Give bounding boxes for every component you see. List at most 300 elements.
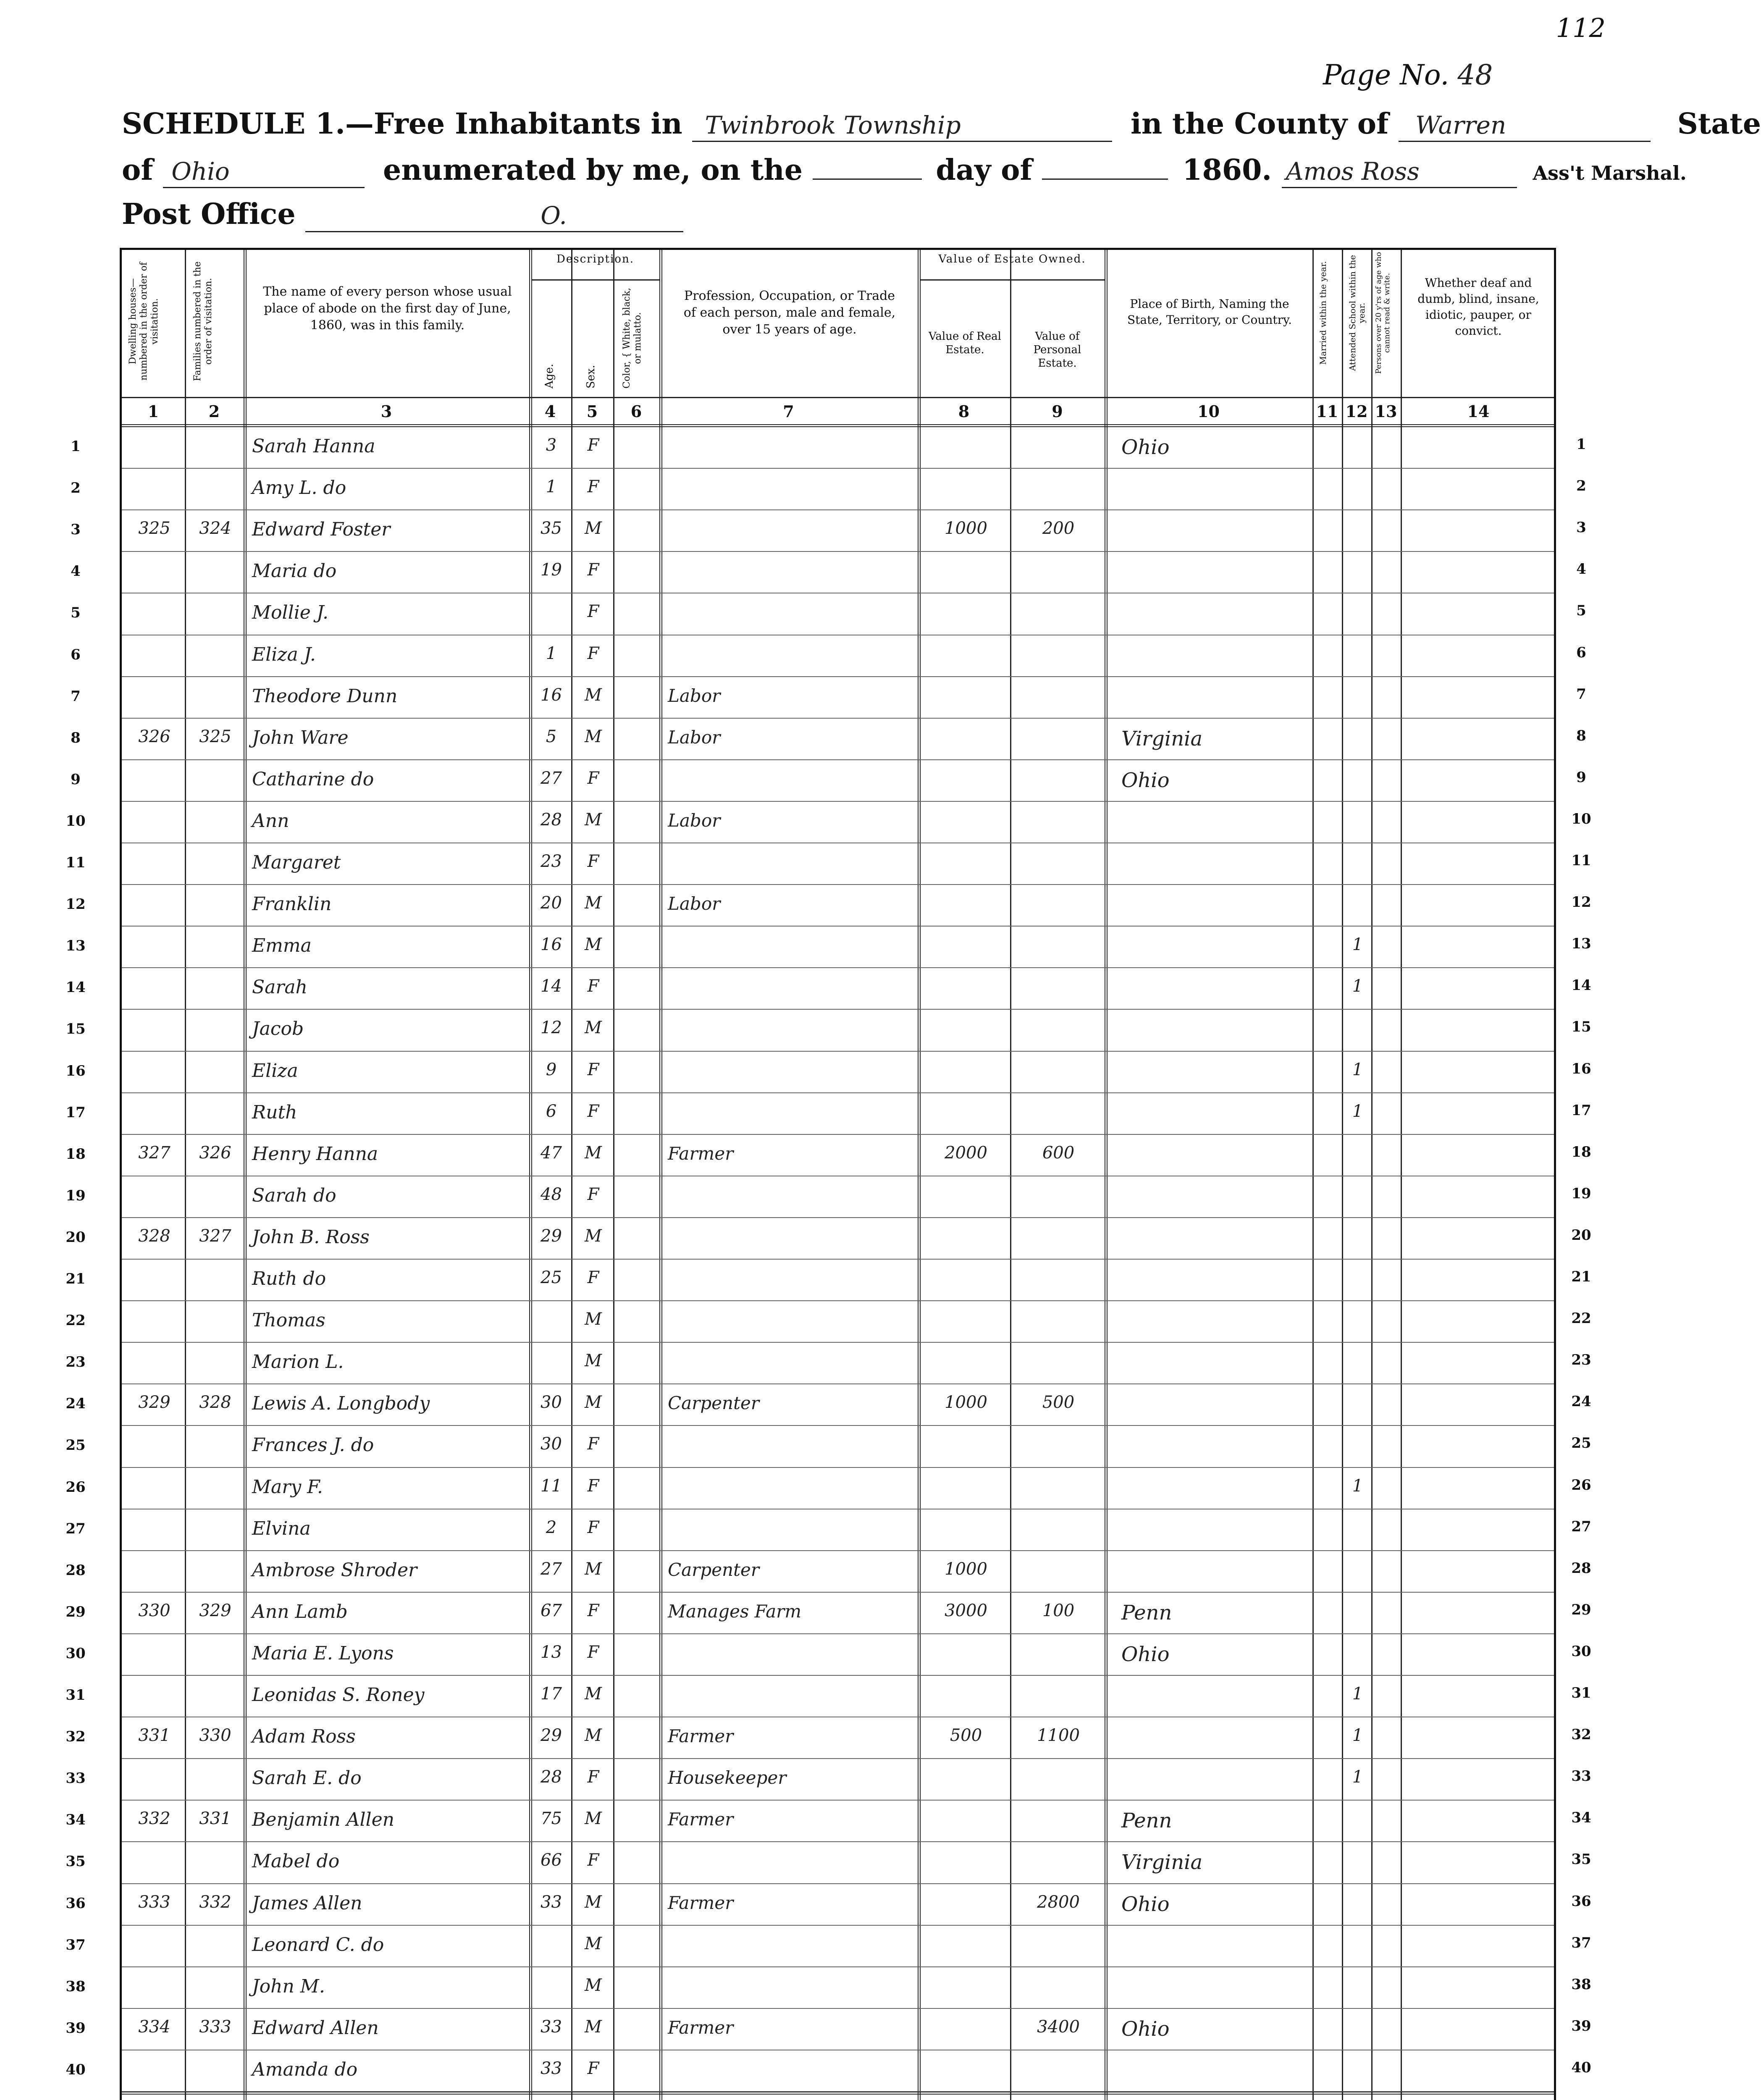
cell-school: 1	[1352, 935, 1363, 955]
cell-age: 29	[541, 1226, 562, 1246]
cell-name: John Ware	[252, 727, 349, 748]
cell-sex: F	[587, 1476, 599, 1496]
cell-occ: Manages Farm	[668, 1601, 802, 1622]
cell-age: 48	[541, 1184, 562, 1204]
row-number-left: 4	[71, 563, 81, 580]
row-number-left: 25	[66, 1437, 86, 1454]
row-number-left: 27	[66, 1520, 86, 1537]
row-line	[122, 801, 1554, 802]
cell-age: 66	[541, 1851, 562, 1870]
row-number-left: 34	[66, 1811, 86, 1829]
row-number-right: 15	[1571, 1018, 1591, 1036]
row-number-right: 35	[1571, 1851, 1591, 1868]
description-header: Description.	[556, 253, 634, 265]
cell-pers: 1100	[1037, 1726, 1080, 1746]
cell-name: Frances J. do	[252, 1434, 374, 1456]
state-label: State	[1677, 107, 1761, 141]
row-line	[122, 1633, 1554, 1634]
cell-age: 19	[541, 560, 562, 580]
col-number: 1	[147, 402, 159, 421]
cell-sex: F	[587, 1517, 599, 1537]
row-number-left: 33	[66, 1770, 86, 1787]
row-line	[122, 926, 1554, 927]
cell-fam: 327	[199, 1226, 231, 1246]
row-line	[122, 1550, 1554, 1551]
cell-name: Margaret	[252, 852, 341, 873]
cell-real: 1000	[945, 1393, 987, 1412]
row-line	[122, 1425, 1554, 1426]
cell-age: 25	[541, 1268, 562, 1287]
cell-name: Elvina	[252, 1517, 311, 1539]
cell-real: 1000	[945, 1559, 987, 1579]
cell-name: Sarah	[252, 976, 307, 998]
row-line	[122, 1134, 1554, 1135]
col-number: 8	[958, 402, 970, 421]
cell-name: Amanda do	[252, 2058, 358, 2080]
col-sep	[1401, 250, 1402, 2100]
month-field	[1042, 178, 1168, 180]
cell-age: 17	[541, 1684, 562, 1704]
row-number-left: 35	[66, 1853, 86, 1870]
estate-header: Value of Estate Owned.	[938, 253, 1086, 265]
row-line	[122, 1800, 1554, 1801]
row-number-right: 14	[1571, 977, 1591, 994]
cell-name: Emma	[252, 935, 312, 957]
cell-occ: Labor	[668, 893, 721, 914]
cell-sex: M	[585, 1310, 602, 1329]
col-sep	[613, 250, 614, 2100]
row-number-right: 16	[1571, 1060, 1591, 1077]
day-field	[813, 178, 922, 180]
cell-dw: 331	[138, 1726, 171, 1746]
cell-name: Eliza J.	[252, 643, 316, 665]
cell-school: 1	[1352, 1476, 1363, 1496]
cell-sex: F	[587, 643, 599, 663]
cell-occ: Farmer	[668, 1809, 734, 1830]
row-number-left: 14	[66, 979, 86, 996]
cell-age: 2	[546, 1517, 557, 1537]
marshal-field: Amos Ross	[1282, 153, 1517, 188]
year-label: 1860.	[1182, 153, 1272, 187]
cell-dw: 330	[138, 1601, 171, 1620]
col-number: 5	[586, 402, 598, 421]
header-line-2	[122, 153, 1687, 188]
row-number-left: 5	[71, 604, 81, 622]
cell-occ: Carpenter	[668, 1559, 759, 1580]
cell-name: Ambrose Shroder	[252, 1559, 417, 1581]
row-number-right: 32	[1571, 1726, 1591, 1743]
cell-age: 28	[541, 1767, 562, 1787]
cell-sex: F	[587, 1851, 599, 1870]
col-number: 14	[1467, 402, 1490, 421]
row-line	[122, 1925, 1554, 1926]
row-number-left: 10	[66, 812, 86, 830]
col5-header: Sex.	[585, 365, 597, 388]
cell-sex: M	[585, 1393, 602, 1412]
row-number-left: 8	[71, 729, 81, 746]
col-sep	[571, 250, 572, 2100]
row-number-right: 19	[1571, 1185, 1591, 1202]
cell-sex: M	[585, 1726, 602, 1746]
col-number: 4	[544, 402, 556, 421]
cell-fam: 329	[199, 1601, 231, 1620]
row-number-left: 26	[66, 1478, 86, 1496]
cell-name: Sarah Hanna	[252, 436, 375, 457]
row-number-right: 9	[1576, 769, 1586, 786]
col-sep	[185, 250, 186, 2100]
row-number-right: 13	[1571, 935, 1591, 953]
row-number-left: 13	[66, 937, 86, 955]
county-label: in the County of	[1131, 107, 1389, 141]
cell-birth: Ohio	[1121, 1892, 1170, 1916]
col10-header: Place of Birth, Naming the State, Territory, or Country.	[1127, 297, 1292, 327]
post-office-label: Post Office	[122, 197, 296, 231]
cell-name: Mollie J.	[252, 602, 328, 624]
cell-real: 1000	[945, 519, 987, 538]
header-line-3	[122, 197, 683, 232]
cell-occ: Farmer	[668, 2017, 734, 2038]
row-line	[122, 1383, 1554, 1384]
cell-dw: 332	[138, 1809, 171, 1829]
row-number-right: 30	[1571, 1643, 1591, 1660]
cell-sex: M	[585, 1559, 602, 1579]
cell-birth: Ohio	[1121, 1642, 1170, 1666]
row-line	[122, 468, 1554, 469]
cell-sex: M	[585, 519, 602, 538]
cell-dw: 333	[138, 1892, 171, 1912]
col1-header: Dwelling houses—numbered in the order of visitation.	[128, 262, 160, 381]
row-line	[122, 1217, 1554, 1218]
row-number-right: 7	[1576, 685, 1586, 703]
col12-header: Attended School within the year.	[1347, 255, 1367, 371]
col-number: 13	[1375, 402, 1397, 421]
cell-sex: F	[587, 976, 599, 996]
cell-age: 11	[541, 1476, 562, 1496]
enumerated-label: enumerated by me, on the	[383, 153, 803, 187]
row-line	[122, 967, 1554, 968]
row-number-right: 37	[1571, 1934, 1591, 1951]
cell-dw: 328	[138, 1226, 171, 1246]
cell-age: 75	[541, 1809, 562, 1829]
cell-name: John M.	[252, 1975, 325, 1997]
day-of-label: day of	[936, 153, 1032, 187]
cell-name: Benjamin Allen	[252, 1809, 395, 1831]
col-number: 11	[1316, 402, 1338, 421]
cell-age: 27	[541, 1559, 562, 1579]
county-field: Warren	[1399, 107, 1651, 142]
row-number-left: 22	[66, 1312, 86, 1329]
row-number-right: 8	[1576, 727, 1586, 744]
row-number-right: 5	[1576, 602, 1586, 620]
cell-age: 1	[546, 643, 557, 663]
cell-birth: Ohio	[1121, 768, 1170, 792]
row-number-left: 39	[66, 2019, 86, 2037]
col-sep	[1105, 250, 1108, 2100]
row-number-left: 1	[71, 438, 81, 455]
row-number-right: 28	[1571, 1559, 1591, 1577]
cell-birth: Ohio	[1121, 2017, 1170, 2041]
cell-age: 30	[541, 1393, 562, 1412]
township-field: Twinbrook Township	[692, 107, 1112, 142]
cell-name: Amy L. do	[252, 477, 346, 499]
cell-occ: Carpenter	[668, 1393, 759, 1414]
cell-occ: Housekeeper	[668, 1767, 787, 1788]
row-number-right: 33	[1571, 1768, 1591, 1785]
cell-school: 1	[1352, 1060, 1363, 1079]
cell-birth: Ohio	[1121, 436, 1170, 459]
cell-sex: M	[585, 1809, 602, 1829]
row-number-right: 17	[1571, 1102, 1591, 1119]
schedule-title: SCHEDULE 1.—Free Inhabitants in	[122, 107, 682, 141]
row-number-left: 19	[66, 1187, 86, 1204]
cell-sex: F	[587, 768, 599, 788]
row-number-right: 12	[1571, 894, 1591, 911]
row-number-left: 3	[71, 521, 81, 538]
cell-name: Lewis A. Longbody	[252, 1393, 430, 1415]
row-number-left: 30	[66, 1645, 86, 1662]
row-number-left: 15	[66, 1021, 86, 1038]
cell-sex: M	[585, 1226, 602, 1246]
cell-fam: 326	[199, 1143, 231, 1163]
col11-header: Married within the year.	[1318, 261, 1328, 365]
cell-age: 33	[541, 2017, 562, 2037]
col3-header: The name of every person whose usual place of abode on the first day of June, 1860, was in this family.	[263, 284, 512, 333]
cell-sex: M	[585, 1143, 602, 1163]
cell-sex: F	[587, 852, 599, 871]
row-number-right: 6	[1576, 644, 1586, 661]
cell-name: Thomas	[252, 1310, 325, 1331]
cell-pers: 100	[1042, 1601, 1075, 1620]
cell-name: Franklin	[252, 893, 332, 915]
cell-dw: 329	[138, 1393, 171, 1412]
col-sep	[659, 250, 662, 2100]
post-office-field: O.	[305, 197, 683, 232]
cell-age: 47	[541, 1143, 562, 1163]
col-sep	[918, 250, 921, 2100]
cell-age: 35	[541, 519, 562, 538]
row-number-left: 23	[66, 1354, 86, 1371]
cell-name: Ann Lamb	[252, 1601, 348, 1622]
col-sep	[1371, 250, 1373, 2100]
cell-school: 1	[1352, 1767, 1363, 1787]
row-number-left: 31	[66, 1687, 86, 1704]
cell-age: 30	[541, 1434, 562, 1454]
row-number-right: 18	[1571, 1143, 1591, 1160]
row-number-right: 25	[1571, 1435, 1591, 1452]
cell-age: 3	[546, 436, 557, 455]
cell-age: 20	[541, 893, 562, 913]
row-number-left: 12	[66, 896, 86, 913]
row-number-right: 20	[1571, 1226, 1591, 1244]
cell-sex: F	[587, 1101, 599, 1121]
cell-name: Adam Ross	[252, 1726, 356, 1748]
cell-birth: Penn	[1121, 1809, 1172, 1833]
col9-header: Value of Personal Estate.	[1033, 330, 1081, 370]
row-number-left: 9	[71, 771, 81, 788]
col-sep	[529, 250, 532, 2100]
cell-sex: F	[587, 560, 599, 580]
cell-name: Edward Allen	[252, 2017, 379, 2039]
cell-name: Eliza	[252, 1060, 298, 1082]
cell-name: Maria E. Lyons	[252, 1642, 394, 1664]
cell-sex: F	[587, 1434, 599, 1454]
cell-sex: F	[587, 1601, 599, 1620]
row-number-left: 18	[66, 1145, 86, 1163]
cell-name: Mabel do	[252, 1851, 340, 1872]
cell-age: 9	[546, 1060, 557, 1079]
row-number-left: 36	[66, 1895, 86, 1912]
row-number-right: 31	[1571, 1685, 1591, 1701]
cell-sex: F	[587, 477, 599, 497]
col2-header: Families numbered in the order of visitation.	[192, 261, 214, 381]
page-number-label: Page No.	[1323, 59, 1449, 91]
cell-sex: M	[585, 935, 602, 955]
cell-fam: 328	[199, 1393, 231, 1412]
cell-name: Leonidas S. Roney	[252, 1684, 425, 1706]
cell-age: 33	[541, 1892, 562, 1912]
cell-age: 16	[541, 935, 562, 955]
row-number-left: 32	[66, 1728, 86, 1746]
row-number-left: 7	[71, 688, 81, 705]
page-corner-number: 112	[1556, 13, 1606, 43]
row-line	[122, 1092, 1554, 1093]
cell-name: Theodore Dunn	[252, 685, 398, 707]
row-number-left: 20	[66, 1228, 86, 1246]
row-line	[122, 1009, 1554, 1010]
of-label: of	[122, 153, 153, 187]
cell-school: 1	[1352, 1726, 1363, 1746]
row-number-left: 2	[71, 480, 81, 497]
cell-sex: F	[587, 1268, 599, 1287]
cell-pers: 500	[1042, 1393, 1075, 1412]
cell-age: 12	[541, 1018, 562, 1038]
cell-age: 67	[541, 1601, 562, 1620]
cell-name: Ruth	[252, 1101, 297, 1123]
cell-name: Ruth do	[252, 1268, 326, 1289]
header-line-1	[122, 107, 1761, 142]
cell-age: 29	[541, 1726, 562, 1746]
cell-sex: F	[587, 1642, 599, 1662]
row-number-right: 36	[1571, 1893, 1591, 1910]
col7-header: Profession, Occupation, or Trade of each person, male and female, over 15 years of age.	[683, 289, 896, 337]
col-number: 2	[208, 402, 220, 421]
cell-sex: M	[585, 1351, 602, 1371]
cell-name: Jacob	[252, 1018, 304, 1040]
cell-name: Ann	[252, 810, 289, 832]
row-number-right: 38	[1571, 1976, 1591, 1993]
row-number-right: 10	[1571, 810, 1591, 827]
cell-name: Marion L.	[252, 1351, 344, 1373]
row-number-right: 22	[1571, 1310, 1591, 1327]
cell-sex: M	[585, 1934, 602, 1953]
cell-age: 5	[546, 727, 557, 746]
row-line	[122, 1592, 1554, 1593]
cell-name: Sarah do	[252, 1184, 336, 1206]
cell-sex: F	[587, 602, 599, 622]
row-line	[122, 1841, 1554, 1842]
row-number-right: 39	[1571, 2017, 1591, 2034]
cell-sex: M	[585, 893, 602, 913]
row-line	[122, 551, 1554, 552]
row-number-right: 11	[1571, 852, 1591, 869]
marshal-label: Ass't Marshal.	[1533, 162, 1687, 184]
row-number-right: 2	[1576, 478, 1586, 495]
row-number-right: 40	[1571, 2059, 1591, 2076]
cell-occ: Labor	[668, 810, 721, 831]
row-line	[122, 1758, 1554, 1759]
row-line	[122, 1675, 1554, 1676]
cell-sex: M	[585, 2017, 602, 2037]
page-number	[1323, 59, 1493, 91]
cell-sex: M	[585, 1018, 602, 1038]
row-number-left: 17	[66, 1104, 86, 1121]
cell-fam: 332	[199, 1892, 231, 1912]
row-line	[122, 1259, 1554, 1260]
cell-pers: 600	[1042, 1143, 1075, 1163]
row-number-right: 26	[1571, 1476, 1591, 1494]
row-line	[122, 1300, 1554, 1301]
row-number-right: 4	[1576, 561, 1586, 578]
col-sep	[244, 250, 247, 2100]
row-number-left: 21	[66, 1270, 86, 1287]
row-number-right: 1	[1576, 436, 1586, 453]
row-number-left: 6	[71, 646, 81, 663]
row-line	[122, 2008, 1554, 2009]
col13-header: Persons over 20 y'rs of age who cannot read & write.	[1374, 252, 1391, 374]
row-number-left: 29	[66, 1603, 86, 1620]
cell-occ: Labor	[668, 685, 721, 706]
cell-occ: Farmer	[668, 1726, 734, 1747]
row-line	[122, 759, 1554, 760]
cell-occ: Farmer	[668, 1143, 734, 1164]
cell-name: Edward Foster	[252, 519, 391, 541]
cell-fam: 330	[199, 1726, 231, 1746]
cell-name: John B. Ross	[252, 1226, 370, 1248]
row-number-left: 37	[66, 1936, 86, 1953]
cell-age: 6	[546, 1101, 557, 1121]
cell-sex: F	[587, 436, 599, 455]
cell-name: Leonard C. do	[252, 1934, 384, 1956]
cell-sex: F	[587, 2058, 599, 2078]
row-number-left: 24	[66, 1395, 86, 1412]
row-line	[122, 1966, 1554, 1967]
cell-sex: M	[585, 1892, 602, 1912]
row-line	[122, 509, 1554, 510]
cell-dw: 326	[138, 727, 171, 746]
cell-fam: 333	[199, 2017, 231, 2037]
cell-fam: 324	[199, 519, 231, 538]
cell-real: 3000	[945, 1601, 987, 1620]
cell-sex: F	[587, 1060, 599, 1079]
cell-name: James Allen	[252, 1892, 362, 1914]
row-line	[122, 718, 1554, 719]
cell-age: 1	[546, 477, 557, 497]
page-number-value: 48	[1457, 59, 1493, 91]
cell-name: Catharine do	[252, 768, 374, 790]
cell-sex: F	[587, 1767, 599, 1787]
cell-sex: M	[585, 1684, 602, 1704]
cell-birth: Virginia	[1121, 1851, 1203, 1874]
census-table	[66, 248, 1556, 2100]
row-number-right: 21	[1571, 1268, 1591, 1285]
col8-header: Value of Real Estate.	[929, 330, 1001, 356]
cell-sex: F	[587, 1184, 599, 1204]
cell-dw: 327	[138, 1143, 171, 1163]
col-sep	[1342, 250, 1343, 2100]
cell-dw: 334	[138, 2017, 171, 2037]
row-number-left: 40	[66, 2061, 86, 2078]
cell-birth: Penn	[1121, 1601, 1172, 1625]
